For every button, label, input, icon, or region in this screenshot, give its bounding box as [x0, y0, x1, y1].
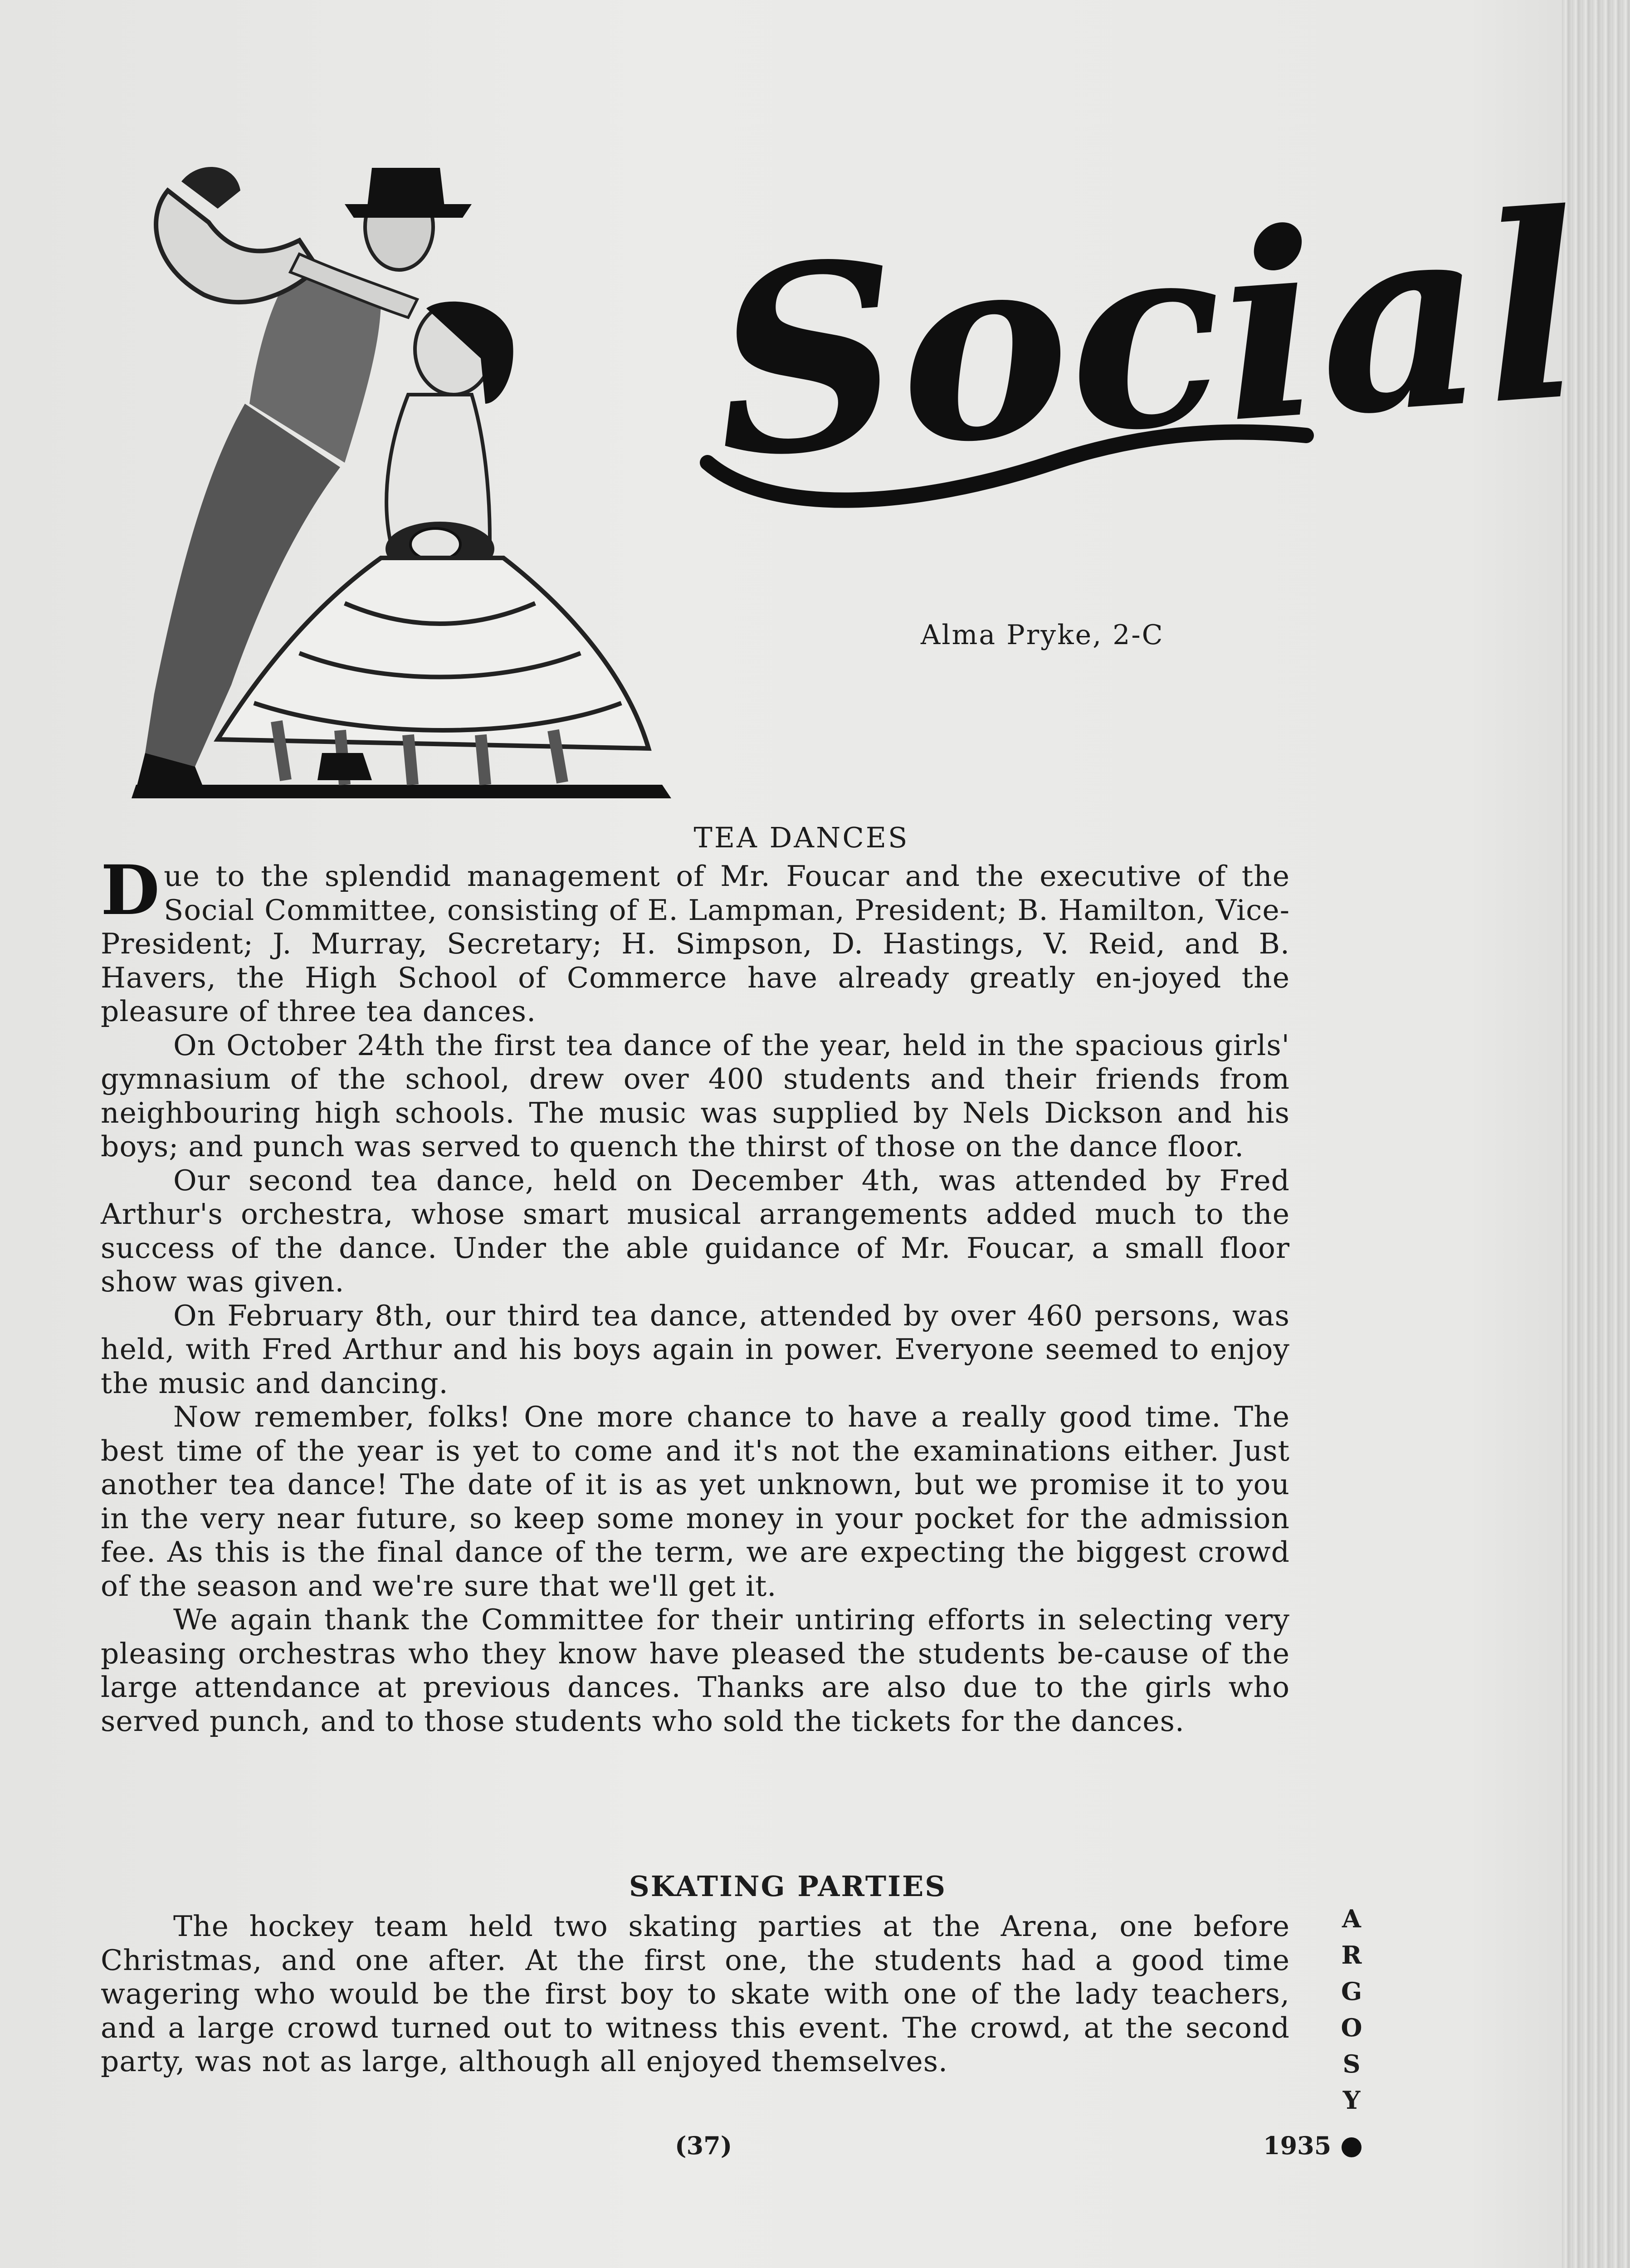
page-number: (37) [675, 2131, 732, 2160]
argosy-vertical-label [1336, 1901, 1367, 2118]
social-title-script [680, 136, 1590, 535]
bullet-dot-icon [1342, 2137, 1362, 2157]
side-letter: O [1341, 2013, 1362, 2042]
illustration-credit: Alma Pryke, 2-C [921, 619, 1164, 651]
tea-dances-paragraph-1 [101, 850, 1290, 1029]
social-title-text: Social [706, 157, 1590, 515]
drop-cap: D [101, 850, 161, 930]
tea-dances-heading: TEA DANCES [693, 821, 909, 854]
side-letter: R [1341, 1941, 1362, 1970]
side-letter: G [1341, 1977, 1362, 2006]
skating-parties-article [101, 1910, 1290, 2079]
side-letter: A [1342, 1904, 1361, 1933]
flamenco-dancers-illustration [127, 150, 762, 803]
tea-dances-paragraph-5: Now remember, folks! One more chance to have a really good time. The best time of the year is yet to come and it's not the examinations either. Just another tea dance! The date of it is as yet unknown, but we promise it to you in the very near future, so keep some money in your pocket for the admission fee. As this is the final dance of the term, we are expecting the biggest crowd of the season and we're sure that we'll get it. [101, 1400, 1290, 1603]
year-label: 1935 [1263, 2131, 1332, 2160]
side-letter: S [1342, 2049, 1361, 2078]
side-letter: Y [1342, 2086, 1361, 2115]
tea-dances-paragraph-3: Our second tea dance, held on December 4th, was attended by Fred Arthur's orchestra, whose smart musical arrangements added much to the success of the dance. Under the able guidance of Mr. Foucar, a small floor show was given. [101, 1163, 1290, 1298]
tea-dances-paragraph-4: On February 8th, our third tea dance, attended by over 460 persons, was held, with Fred Arthur and his boys again in power. Everyone seemed to enjoy the music and dancing. [101, 1299, 1290, 1400]
skating-parties-heading: SKATING PARTIES [629, 1870, 947, 1903]
paragraph-text: ue to the splendid management of Mr. Foucar and the executive of the Social Committee, consisting of E. Lampman, President; B. Hamilton, Vice-President; J. Murray, Secretary; H. Simpson, D. Hastings, V. Reid, and B. Havers, the High School of Commerce have already greatly en-joyed the pleasure of three tea dances. [101, 860, 1290, 1028]
tea-dances-paragraph-6: We again thank the Committee for their untiring efforts in selecting very pleasing orchestras who they know have pleased the students be-cause of the large attendance at previous dances. Thanks are also due to the girls who served punch, and to those students who sold the tickets for the dances. [101, 1603, 1290, 1738]
tea-dances-paragraph-2: On October 24th the first tea dance of the year, held in the spacious girls' gymnasium of the school, drew over 400 students and their friends from neighbouring high schools. The music was supplied by Nels Dickson and his boys; and punch was served to quench the thirst of those on the dance floor. [101, 1028, 1290, 1163]
skating-parties-paragraph: The hockey team held two skating parties at the Arena, one before Christmas, and one after. At the first one, the students had a good time wagering who would be the first boy to skate with one of the lady teachers, and a large crowd turned out to witness this event. The crowd, at the second party, was not as large, although all enjoyed themselves. [101, 1910, 1290, 2078]
tea-dances-article [101, 850, 1290, 1738]
